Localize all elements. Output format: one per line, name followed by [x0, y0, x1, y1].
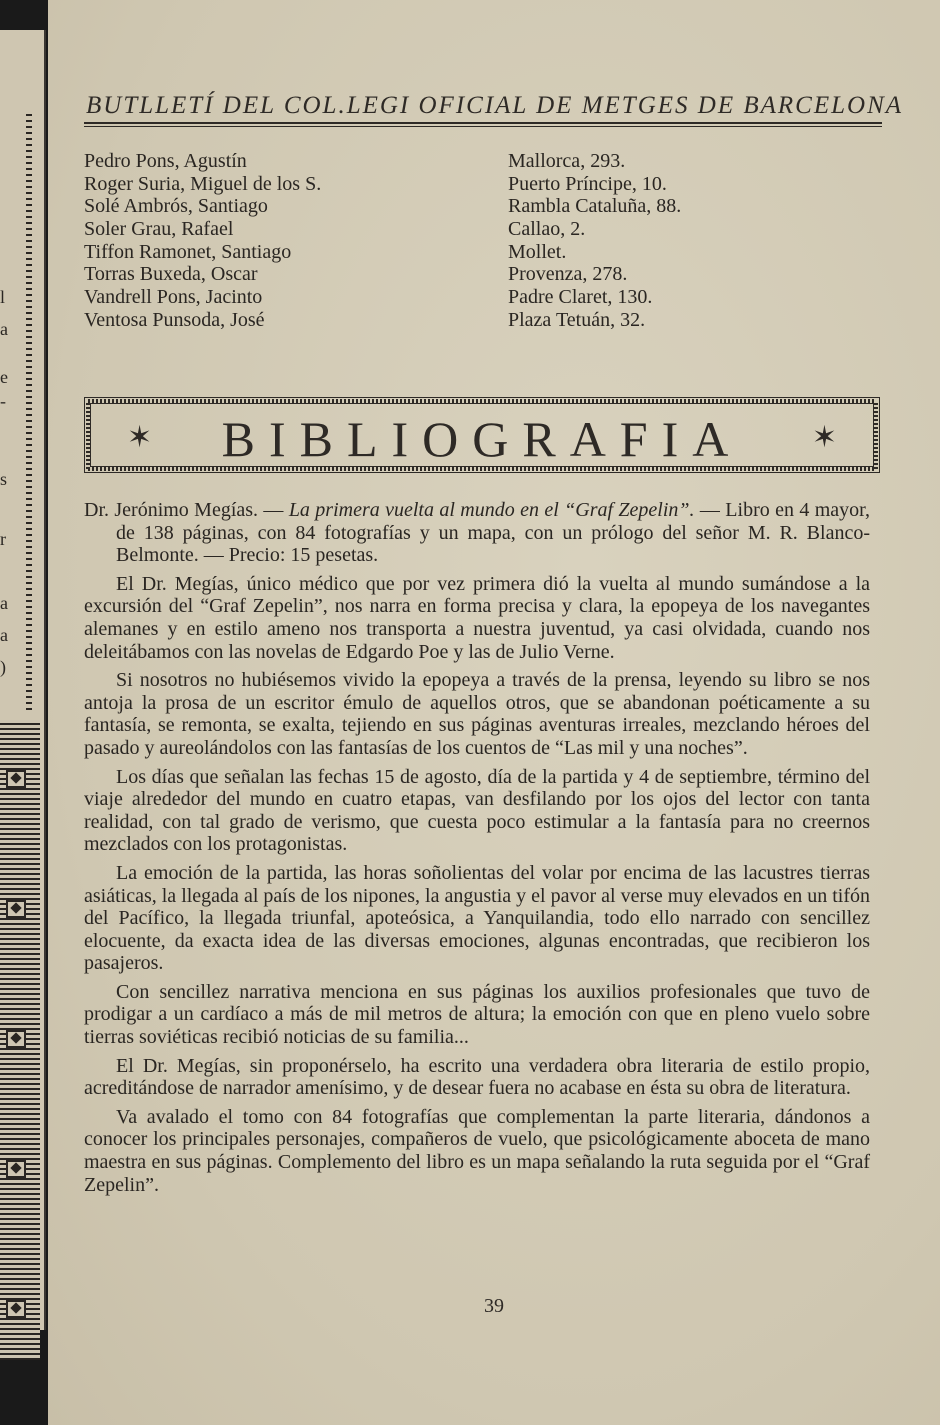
review-work-title: La primera vuelta al mundo en el “Graf Zepelin”. [288, 499, 695, 521]
member-row [84, 173, 884, 196]
ornamental-border [26, 110, 32, 710]
review-citation [84, 499, 870, 567]
member-name: Vandrell Pons, Jacinto [84, 286, 263, 309]
member-address: Mollet. [508, 240, 567, 263]
member-address: Plaza Tetuán, 32. [508, 308, 646, 331]
review-paragraph: El Dr. Megías, sin proponérselo, ha escrito una verdadera obra literaria de estilo propio, acreditándose de narrador amenísimo, y de desear fuera no acabase en ésta su obra de literatura. [84, 1054, 870, 1100]
dotted-border [88, 399, 876, 403]
header-rule [84, 122, 882, 124]
member-address: Mallorca, 293. [508, 150, 626, 172]
member-name: Roger Suria, Miguel de los S. [84, 172, 322, 195]
member-address: Provenza, 278. [508, 263, 628, 286]
member-row [84, 309, 884, 332]
member-row [84, 150, 884, 173]
member-name: Soler Grau, Rafael [84, 218, 234, 241]
diamond-ornament-icon [6, 1160, 26, 1178]
star-ornament-icon: ✶ [811, 421, 837, 454]
review-paragraph: Con sencillez narrativa menciona en sus páginas los auxilios profesionales que tuvo de prodigar a un cardíaco a más de mil metros de altura; la emoción con que en pleno vuelo sobre tierras soviéticas recibió noticias de su familia... [84, 980, 870, 1049]
member-row [84, 286, 884, 309]
member-name: Tiffon Ramonet, Santiago [84, 240, 292, 263]
diamond-ornament-icon [6, 1300, 26, 1318]
member-address: Padre Claret, 130. [508, 286, 653, 309]
book-review [84, 499, 870, 1202]
review-paragraph: El Dr. Megías, único médico que por vez primera dió la vuelta al mundo sumándose a la excursión del “Graf Zepelin”, nos narra en forma precisa y clara, la epopeya de los navegantes alemanes y en estilo ameno nos transporta a nuestra juventud, ya casi olvidada, cuando nos deleitábamos con las novelas de Edgardo Poe y las de Julio Verne. [84, 572, 870, 663]
diamond-ornament-icon [6, 770, 26, 788]
header-rule [84, 126, 882, 127]
member-name: Pedro Pons, Agustín [84, 150, 247, 172]
page-number: 39 [484, 1295, 504, 1317]
member-list [84, 150, 884, 332]
star-ornament-icon: ✶ [127, 421, 153, 454]
review-paragraph: La emoción de la partida, las horas soñolientas del volar por encima de las lacustres tierras asiáticas, la llegada al país de los nipones, la angustia y el pavor al verse muy elevados en un tifón del Pacífico, la llegada triunfal, apoteósica, a Yanquilandia, todo ello narrado con sencillez elocuente, da exacta idea de las diversas emociones, algunas encontradas, que recibieron los pasajeros. [84, 861, 870, 975]
review-citation-details: — Libro en 4 mayor, de 138 páginas, con 84 fotografías y un mapa, con un prólogo del señor M. R. Blanco-Belmonte. — Precio: 15 pesetas. [116, 499, 871, 567]
document-page [48, 0, 940, 1425]
diamond-ornament-icon [6, 900, 26, 918]
adjacent-page-edge: l a e - s r a a ) [0, 30, 46, 1330]
section-title: BIBLIOGRAFIA [221, 411, 743, 467]
review-author: Dr. Jerónimo Megías. — [84, 499, 284, 521]
member-name: Solé Ambrós, Santiago [84, 195, 268, 218]
ornamental-strip [0, 720, 40, 1360]
member-address: Puerto Príncipe, 10. [508, 172, 667, 195]
review-paragraph: Los días que señalan las fechas 15 de agosto, día de la partida y 4 de septiembre, término del viaje alrededor del mundo en cuatro etapas, van desfilando por los ojos del lector con tanta realidad, con tal grado de verismo, que cuesta poco estimular a la fantasía para no creernos mezclados con los protagonistas. [84, 765, 870, 856]
member-row [84, 218, 884, 241]
review-paragraph: Si nosotros no hubiésemos vivido la epopeya a través de la prensa, leyendo su libro se nos antoja la prosa de un escritor émulo de aquellos otros, que se abandonan poéticamente a su fantasía, se remonta, se exalta, tejiendo en sus páginas aventuras irreales, mezclando héroes del pasado y aureolándolos con las fantasías de los cuentos de “Las mil y una noches”. [84, 669, 870, 759]
member-address: Rambla Cataluña, 88. [508, 195, 682, 218]
member-row [84, 263, 884, 286]
section-heading-box [84, 397, 880, 473]
review-paragraph: Va avalado el tomo con 84 fotografías que complementan la parte literaria, dándonos a conocer los principales personajes, compañeros de vuelo, que psicológicamente aboceta de mano maestra en sus páginas. Complemento del libro es un mapa señalando la ruta seguida por el “Graf Zepelin”. [84, 1105, 870, 1196]
running-head: BUTLLETÍ DEL COL.LEGI OFICIAL DE METGES DE BARCELONA [86, 92, 904, 119]
member-address: Callao, 2. [508, 218, 586, 241]
member-row [84, 241, 884, 264]
member-name: Ventosa Punsoda, José [84, 308, 265, 331]
member-name: Torras Buxeda, Oscar [84, 263, 258, 286]
diamond-ornament-icon [6, 1030, 26, 1048]
member-row [84, 195, 884, 218]
